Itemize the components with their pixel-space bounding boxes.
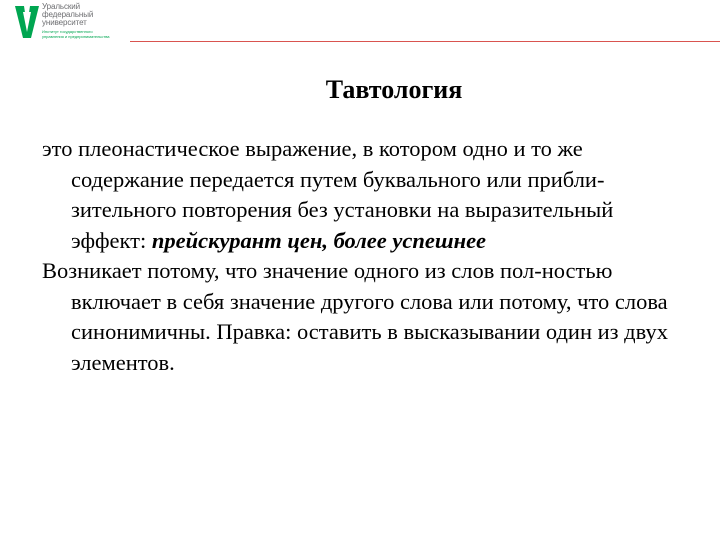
- header-divider: [130, 41, 720, 42]
- definition-examples: прейскурант цен, более успешнее: [151, 227, 487, 253]
- logo-line-3: университет: [42, 18, 87, 27]
- institute-line-1: Институт государственного: [42, 29, 93, 34]
- institute-line-2: управления и предпринимательства: [42, 34, 110, 39]
- logo-line-2: федеральный: [42, 10, 94, 19]
- logo-line-1: Уральский: [42, 2, 80, 11]
- definition-text: это плеонастическое выражение, в котором одно и то же содержание передается путем буквального или прибли-зительного повторения без установки на выразительный эффект:: [42, 136, 614, 253]
- explanation-paragraph: [42, 256, 692, 378]
- institute-name: [42, 29, 110, 39]
- university-name: [42, 3, 93, 27]
- definition-paragraph: [42, 134, 692, 256]
- slide-header: [0, 0, 720, 48]
- slide-title: Тавтология: [325, 75, 463, 104]
- explanation-text: Возникает потому, что значение одного из слов пол-ностью включает в себя значение другого слова или потому, что слова синонимичны. Правка: оставить в высказывании один из двух элементов.: [42, 258, 668, 375]
- university-logo-icon: [14, 4, 40, 40]
- slide-body: [42, 134, 692, 378]
